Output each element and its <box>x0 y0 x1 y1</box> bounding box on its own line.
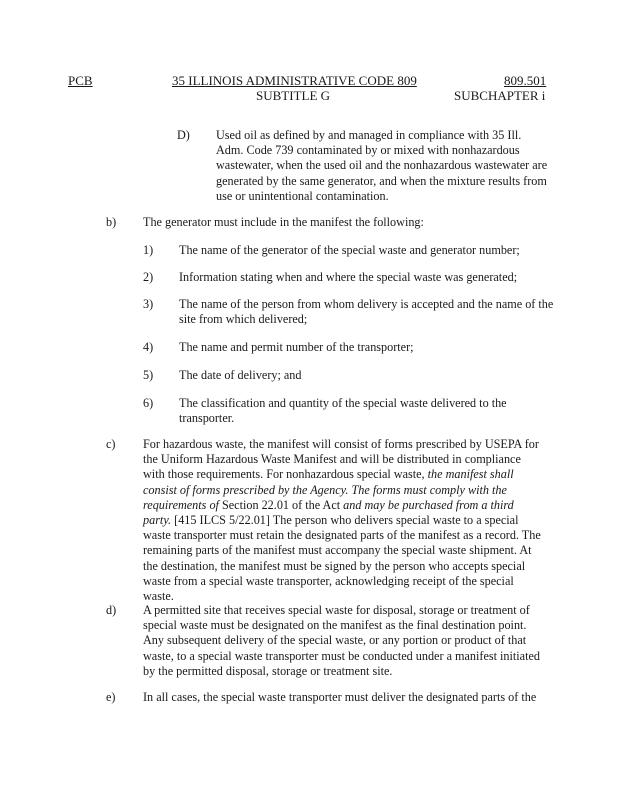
section-b-label: b) <box>106 215 117 229</box>
section-b-intro: The generator must include in the manifest the following: <box>143 215 424 229</box>
header-section-number: 809.501 <box>504 73 547 88</box>
header-left: PCB <box>68 73 93 88</box>
section-c-text <box>143 437 543 604</box>
section-c-text-part1: For hazardous waste, the manifest will consist of forms prescribed by USEPA for the Uniform Hazardous Waste Manifest and will be distributed in compliance with those requirements. For nonhazardous special waste, <box>143 437 539 482</box>
item-6-label: 6) <box>143 396 154 410</box>
item-5-text: The date of delivery; and <box>179 368 302 382</box>
section-c-text-part4: and may be purchased from a third party. <box>143 497 514 528</box>
item-4-label: 4) <box>143 340 154 354</box>
section-d-text: A permitted site that receives special waste for disposal, storage or treatment of special waste must be designated on the manifest as the final destination point. Any subsequent delivery of the special waste, or any portion or product of that waste, to a special waste transporter must be conducted under a manifest initiated by the permitted disposal, storage or treatment site. <box>143 603 540 678</box>
section-d-label: d) <box>106 603 117 617</box>
header-code-title: 35 ILLINOIS ADMINISTRATIVE CODE 809 <box>172 73 417 88</box>
section-c-text-part2: the manifest shall consist of forms prescribed by the Agency. The forms must comply with the requirements of <box>143 467 514 512</box>
item-d-text: Used oil as defined by and managed in compliance with 35 Ill. Adm. Code 739 contaminated by or mixed with nonhazardous wastewater, when the used oil and the nonhazardous wastewater are generated by the same generator, and when the mixture results from use or unintentional contamination. <box>216 128 548 203</box>
section-c-text-part5: [415 ILCS 5/22.01] The person who delivers special waste to a special waste transporter must retain the designated parts of the manifest as a record. The remaining parts of the manifest must accompany the special waste shipment. At the destination, the manifest must be signed by the person who accepts special waste from a special waste transporter, acknowledging receipt of the special waste. <box>143 513 541 604</box>
header-subchapter: SUBCHAPTER i <box>454 88 546 103</box>
item-2-text: Information stating when and where the special waste was generated; <box>179 270 518 284</box>
item-1-label: 1) <box>143 243 154 257</box>
item-1-text: The name of the generator of the special waste and generator number; <box>179 243 520 257</box>
header-subtitle: SUBTITLE G <box>256 88 331 103</box>
section-c-label: c) <box>106 437 116 451</box>
section-e-label: e) <box>106 690 116 704</box>
item-3-label: 3) <box>143 297 154 311</box>
item-5-label: 5) <box>143 368 154 382</box>
item-2-label: 2) <box>143 270 154 284</box>
section-e-text: In all cases, the special waste transporter must deliver the designated parts of the <box>143 690 537 704</box>
item-6-text: The classification and quantity of the special waste delivered to the transporter. <box>179 396 507 426</box>
item-d-label: D) <box>177 128 190 142</box>
item-3-text: The name of the person from whom delivery is accepted and the name of the site from which delivered; <box>179 297 554 327</box>
item-4-text: The name and permit number of the transporter; <box>179 340 414 354</box>
section-c-text-part3: Section 22.01 of the Act <box>221 497 344 512</box>
